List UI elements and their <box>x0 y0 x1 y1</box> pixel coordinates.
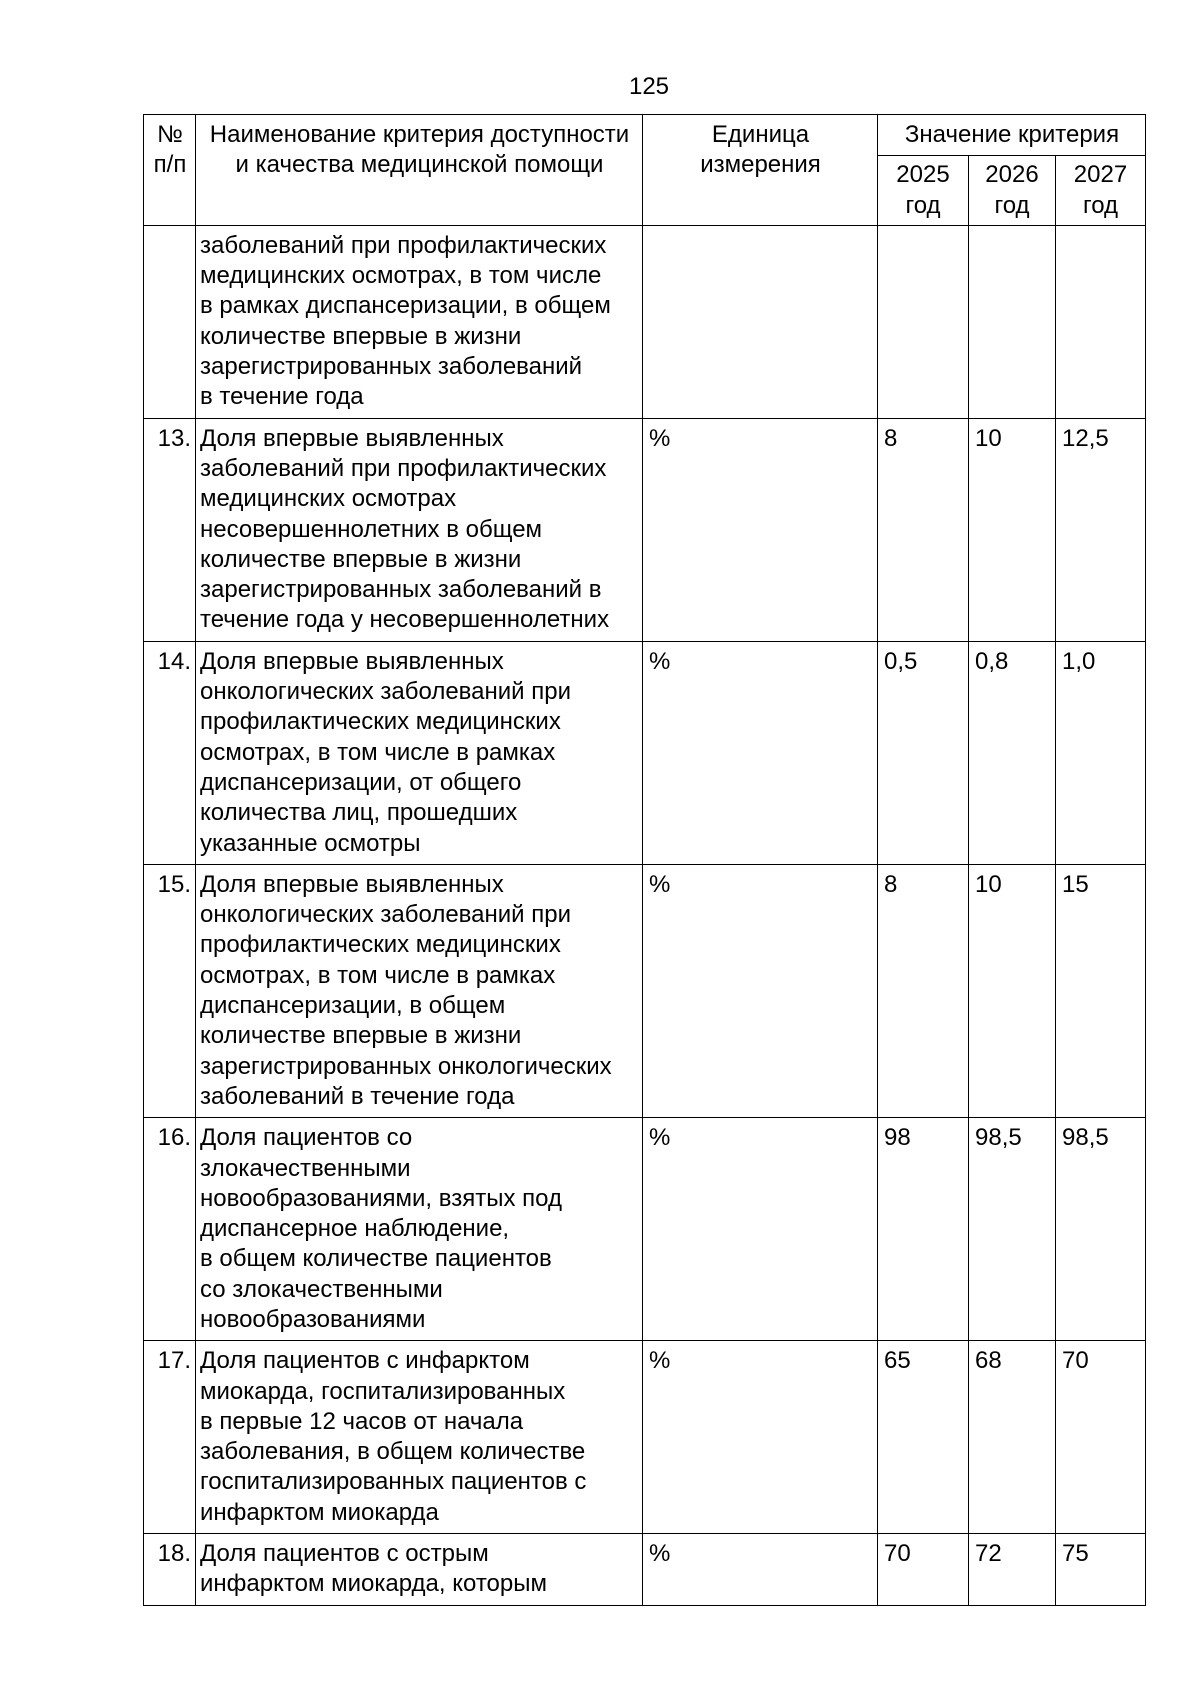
header-value: Значение критерия <box>878 115 1146 156</box>
row-value-2027: 1,0 <box>1056 641 1146 864</box>
row-value-2025: 65 <box>878 1341 969 1534</box>
header-year-2027: 2027 год <box>1056 156 1146 226</box>
row-name: Доля впервые выявленных онкологических заболеваний при профилактических медицинских осмотрах, в том числе в рамках диспансеризации, в общем количестве впервые в жизни зарегистрированных онкологических заболеваний в течение года <box>196 864 643 1117</box>
row-value-2027: 15 <box>1056 864 1146 1117</box>
row-name: Доля пациентов со злокачественными новообразованиями, взятых под диспансерное наблюдение, в общем количестве пациентов со злокачественными новообразованиями <box>196 1118 643 1341</box>
table-row <box>144 1118 1146 1341</box>
row-name: Доля пациентов с острым инфарктом миокарда, которым <box>196 1534 643 1606</box>
page-number: 125 <box>628 73 670 100</box>
row-num: 18. <box>144 1534 196 1606</box>
row-value-2027: 12,5 <box>1056 418 1146 641</box>
row-unit: % <box>643 1118 878 1341</box>
row-num: 17. <box>144 1341 196 1534</box>
row-value-2025 <box>878 225 969 418</box>
row-unit: % <box>643 864 878 1117</box>
row-num <box>144 225 196 418</box>
table-row <box>144 418 1146 641</box>
row-value-2027: 98,5 <box>1056 1118 1146 1341</box>
table-header-row <box>144 115 1146 156</box>
row-num: 16. <box>144 1118 196 1341</box>
header-year-2025: 2025 год <box>878 156 969 226</box>
row-value-2025: 0,5 <box>878 641 969 864</box>
row-num: 14. <box>144 641 196 864</box>
row-num: 13. <box>144 418 196 641</box>
header-num: № п/п <box>144 115 196 226</box>
row-value-2027 <box>1056 225 1146 418</box>
row-value-2025: 98 <box>878 1118 969 1341</box>
row-value-2026 <box>969 225 1056 418</box>
row-value-2025: 70 <box>878 1534 969 1606</box>
row-unit: % <box>643 418 878 641</box>
row-value-2026: 72 <box>969 1534 1056 1606</box>
row-num: 15. <box>144 864 196 1117</box>
row-value-2027: 75 <box>1056 1534 1146 1606</box>
table-row <box>144 225 1146 418</box>
table-row <box>144 1534 1146 1606</box>
row-value-2026: 0,8 <box>969 641 1056 864</box>
row-unit: % <box>643 1534 878 1606</box>
row-value-2027: 70 <box>1056 1341 1146 1534</box>
header-unit: Единица измерения <box>643 115 878 226</box>
table-row <box>144 1341 1146 1534</box>
header-year-2026: 2026 год <box>969 156 1056 226</box>
row-unit: % <box>643 1341 878 1534</box>
row-name: Доля впервые выявленных заболеваний при профилактических медицинских осмотрах несовершеннолетних в общем количестве впервые в жизни зарегистрированных заболеваний в течение года у несовершеннолетних <box>196 418 643 641</box>
row-value-2026: 10 <box>969 418 1056 641</box>
row-value-2025: 8 <box>878 864 969 1117</box>
row-value-2026: 68 <box>969 1341 1056 1534</box>
row-value-2025: 8 <box>878 418 969 641</box>
table-row <box>144 864 1146 1117</box>
criteria-table <box>143 114 1146 1606</box>
row-name: Доля впервые выявленных онкологических заболеваний при профилактических медицинских осмотрах, в том числе в рамках диспансеризации, от общего количества лиц, прошедших указанные осмотры <box>196 641 643 864</box>
row-unit: % <box>643 641 878 864</box>
table-row <box>144 641 1146 864</box>
row-name: заболеваний при профилактических медицинских осмотрах, в том числе в рамках диспансеризации, в общем количестве впервые в жизни зарегистрированных заболеваний в течение года <box>196 225 643 418</box>
row-value-2026: 98,5 <box>969 1118 1056 1341</box>
row-value-2026: 10 <box>969 864 1056 1117</box>
header-name: Наименование критерия доступности и качества медицинской помощи <box>196 115 643 226</box>
row-unit <box>643 225 878 418</box>
row-name: Доля пациентов с инфарктом миокарда, госпитализированных в первые 12 часов от начала заболевания, в общем количестве госпитализированных пациентов с инфарктом миокарда <box>196 1341 643 1534</box>
